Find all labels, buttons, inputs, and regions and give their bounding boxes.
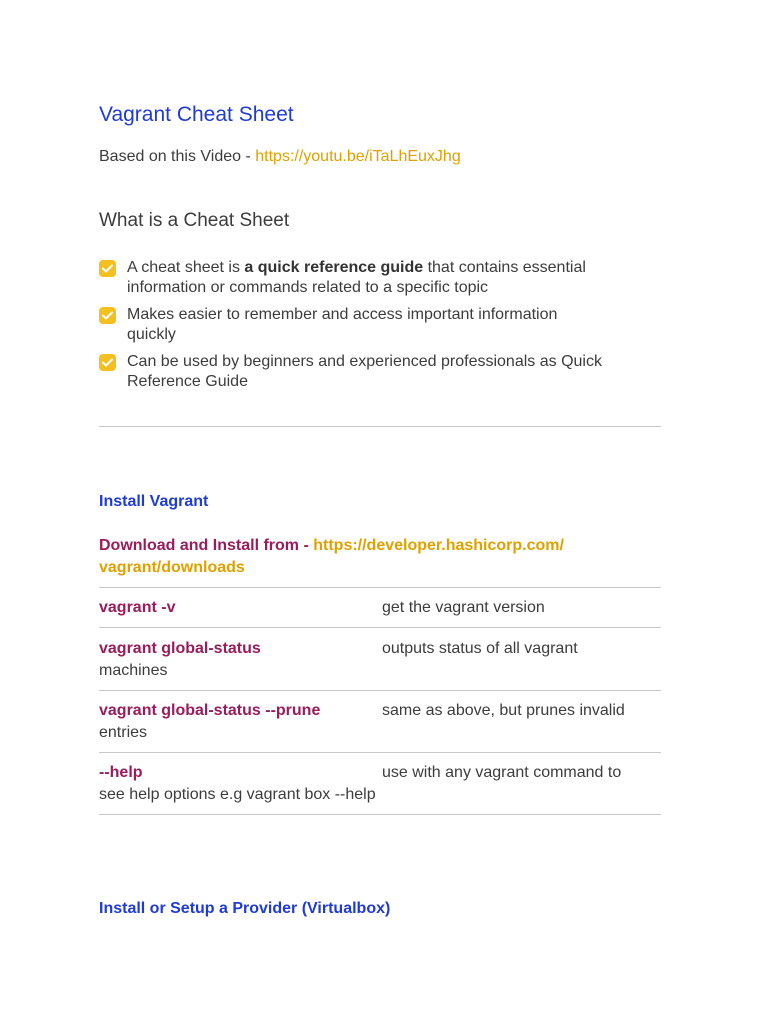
command-description: use with any vagrant command to: [382, 764, 622, 781]
install-vagrant-heading: Install Vagrant: [99, 493, 209, 510]
cheat-sheet-bullet-list: [99, 258, 674, 399]
command-description: outputs status of all vagrant: [382, 640, 578, 657]
table-divider: [99, 587, 661, 588]
table-divider: [99, 690, 661, 691]
provider-heading: Install or Setup a Provider (Virtualbox): [99, 900, 391, 917]
table-row: [99, 700, 661, 741]
table-divider: [99, 814, 661, 815]
bullet-text: Can be used by beginners and experienced professionals as Quick: [127, 353, 602, 370]
table-divider: [99, 752, 661, 753]
checkmark-icon: [99, 260, 116, 277]
command-name: vagrant global-status --prune: [99, 702, 321, 719]
list-item: [99, 258, 674, 298]
video-source-label: Based on this Video -: [99, 148, 256, 165]
command-description: same as above, but prunes invalid: [382, 702, 625, 719]
bullet-text: quickly: [127, 326, 176, 343]
command-description: get the vagrant version: [382, 599, 545, 616]
bullet-text: information or commands related to a specific topic: [127, 279, 489, 296]
table-row: [99, 762, 661, 803]
video-source-line: [99, 148, 461, 166]
command-name: vagrant global-status: [99, 640, 261, 657]
table-divider: [99, 627, 661, 628]
command-description-continued: see help options e.g vagrant box --help: [99, 786, 376, 803]
bullet-text: Reference Guide: [127, 373, 248, 390]
list-item: [99, 352, 674, 392]
list-item: [99, 305, 674, 345]
video-link[interactable]: https://youtu.be/iTaLhEuxJhg: [255, 148, 461, 165]
download-label: Download and Install from -: [99, 537, 314, 554]
page-title: Vagrant Cheat Sheet: [99, 103, 294, 126]
section-divider: [99, 426, 661, 427]
checkmark-icon: [99, 354, 116, 371]
download-link-continued[interactable]: vagrant/downloads: [99, 559, 245, 576]
command-name: vagrant -v: [99, 599, 176, 616]
table-row: [99, 638, 661, 679]
table-row: [99, 597, 661, 619]
command-description-continued: entries: [99, 724, 148, 741]
bullet-text: A cheat sheet is: [127, 259, 245, 276]
command-description-continued: machines: [99, 662, 168, 679]
command-name: --help: [99, 764, 143, 781]
checkmark-icon: [99, 307, 116, 324]
bullet-text: that contains essential: [423, 259, 586, 276]
bullet-text: Makes easier to remember and access important information: [127, 306, 558, 323]
download-link[interactable]: https://developer.hashicorp.com/: [313, 537, 564, 554]
download-line: [99, 535, 661, 579]
what-is-heading: What is a Cheat Sheet: [99, 210, 290, 231]
bullet-bold-text: a quick reference guide: [244, 259, 424, 276]
